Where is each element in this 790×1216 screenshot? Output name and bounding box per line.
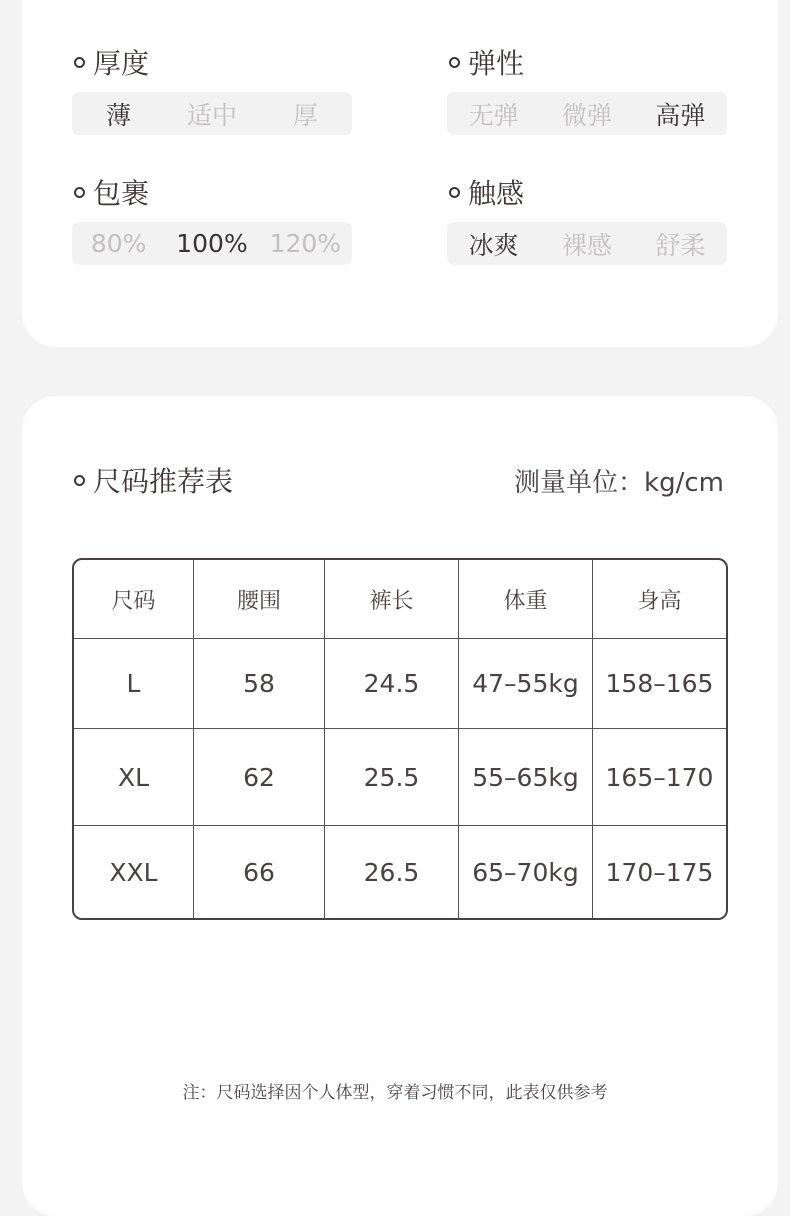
- table-row: [74, 728, 726, 825]
- table-row: [74, 638, 726, 728]
- option-slight-stretch: 微弹: [561, 100, 612, 130]
- option-120: 120%: [269, 229, 342, 258]
- option-cool: 冰爽: [468, 230, 519, 260]
- header-waist: 腰围: [193, 560, 324, 638]
- bullet-icon: [74, 57, 85, 68]
- cell-weight: 65–70kg: [458, 826, 592, 918]
- cell-length: 26.5: [324, 826, 458, 918]
- cell-length: 24.5: [324, 639, 458, 728]
- measurement-unit: 测量单位：kg/cm: [514, 467, 724, 498]
- option-pill: [72, 222, 352, 265]
- cell-weight: 55–65kg: [458, 729, 592, 825]
- attribute-title: 弹性: [447, 45, 727, 79]
- bullet-icon: [449, 187, 460, 198]
- bullet-icon: [449, 57, 460, 68]
- option-pill: [447, 222, 727, 265]
- cell-size: XXL: [109, 857, 158, 887]
- cell-waist: 62: [193, 729, 324, 825]
- cell-weight: 47–55kg: [458, 639, 592, 728]
- option-high-stretch: 高弹: [655, 100, 706, 130]
- table-header-row: [74, 560, 726, 638]
- attribute-thickness: [72, 45, 352, 135]
- header-length: 裤长: [324, 560, 458, 638]
- option-medium: 适中: [186, 100, 237, 130]
- option-100: 100%: [176, 229, 248, 258]
- option-thin: 薄: [106, 100, 132, 130]
- size-chart-title: 尺码推荐表: [72, 460, 233, 500]
- attribute-feel: [447, 175, 727, 265]
- option-bare: 裸感: [561, 230, 612, 260]
- option-no-stretch: 无弹: [468, 100, 519, 130]
- cell-height: 165–170: [592, 729, 726, 825]
- option-soft: 舒柔: [655, 230, 706, 260]
- attribute-title: 触感: [447, 175, 727, 209]
- size-table: [72, 558, 728, 920]
- attribute-title: 包裹: [72, 175, 352, 209]
- attribute-elasticity: [447, 45, 727, 135]
- header-weight: 体重: [458, 560, 592, 638]
- cell-length: 25.5: [324, 729, 458, 825]
- option-80: 80%: [90, 229, 147, 258]
- table-row: [74, 825, 726, 918]
- header-size: 尺码: [111, 588, 156, 614]
- size-chart-header: [72, 462, 724, 498]
- option-pill: [72, 92, 352, 135]
- cell-size: XL: [117, 762, 150, 792]
- header-height: 身高: [592, 560, 726, 638]
- cell-waist: 66: [193, 826, 324, 918]
- cell-height: 170–175: [592, 826, 726, 918]
- attribute-title: 厚度: [72, 45, 352, 79]
- cell-size: L: [126, 669, 141, 698]
- bullet-icon: [74, 187, 85, 198]
- cell-height: 158–165: [592, 639, 726, 728]
- option-pill: [447, 92, 727, 135]
- option-thick: 厚: [292, 100, 318, 130]
- cell-waist: 58: [193, 639, 324, 728]
- attribute-coverage: [72, 175, 352, 265]
- size-note: 注：尺码选择因个人体型，穿着习惯不同，此表仅供参考: [182, 1083, 608, 1103]
- bullet-icon: [74, 475, 85, 486]
